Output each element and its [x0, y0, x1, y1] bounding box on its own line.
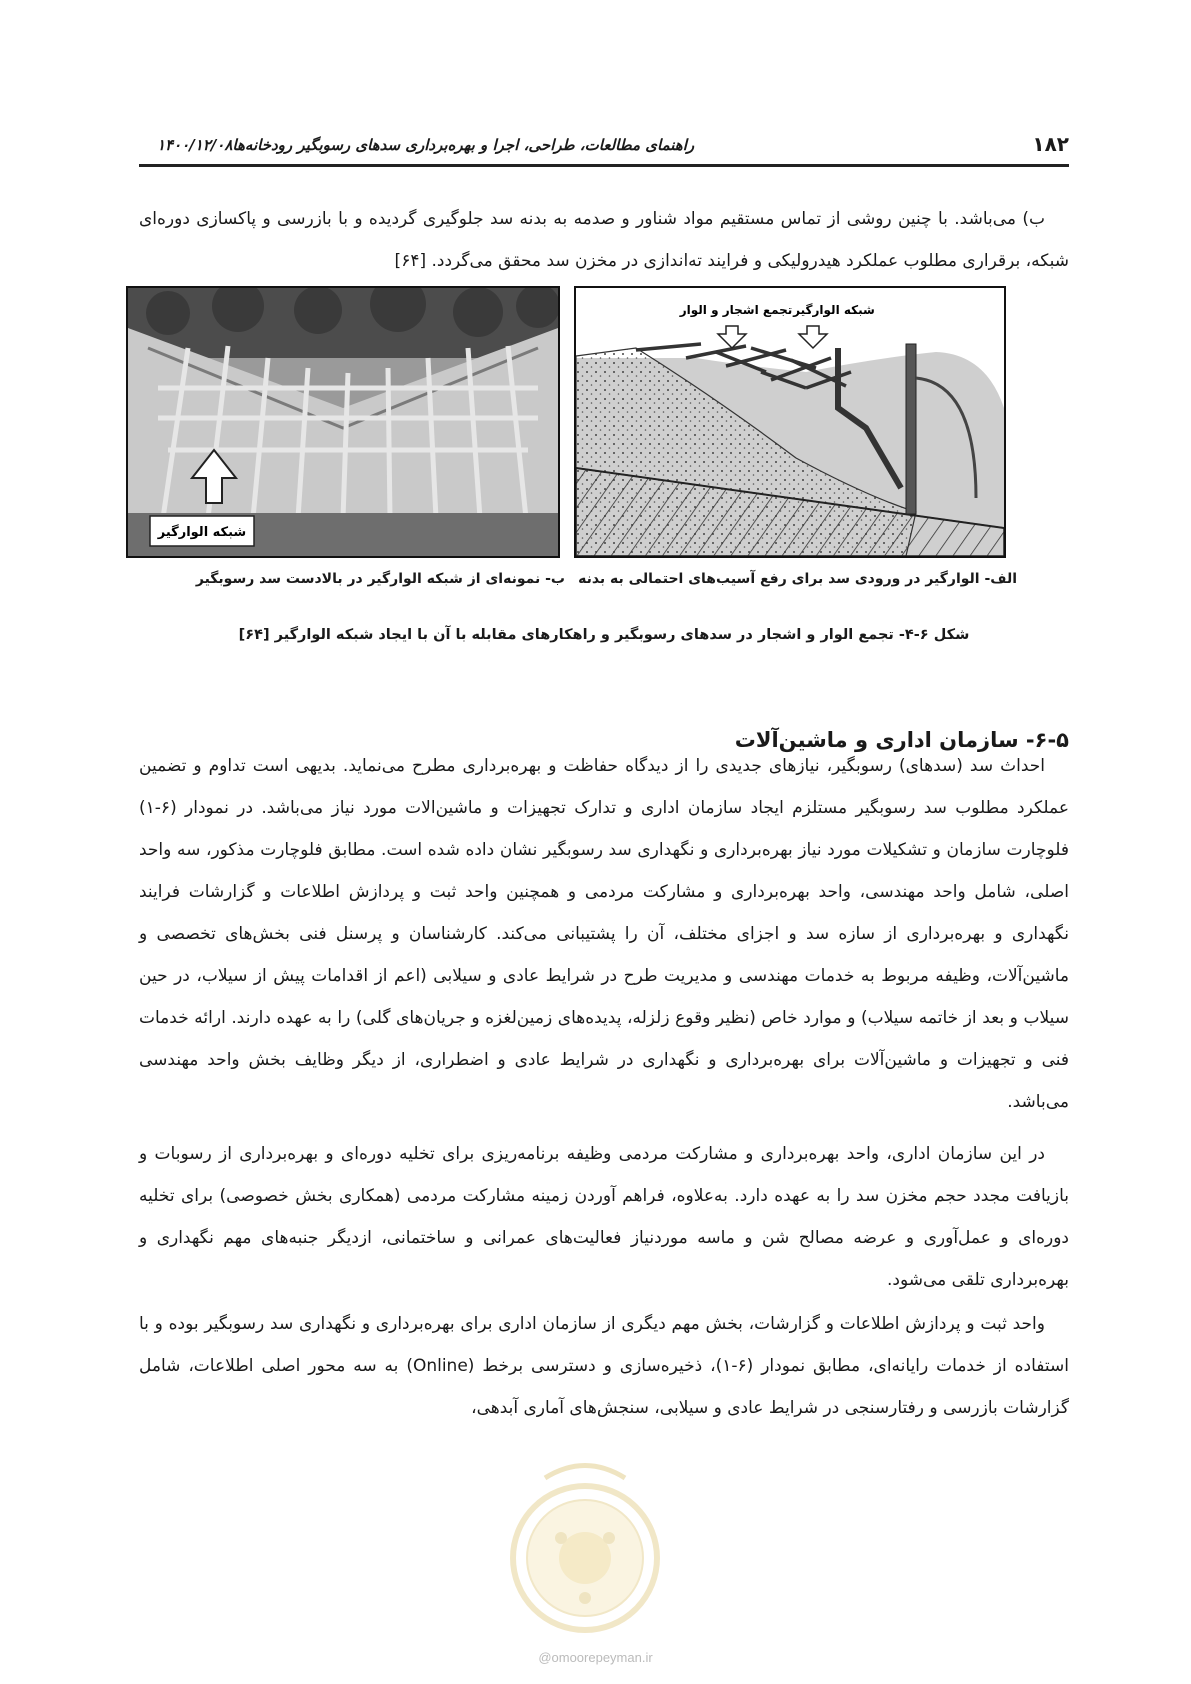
debris-barrier-photo: [126, 286, 560, 558]
paragraph-3: واحد ثبت و پردازش اطلاعات و گزارشات، بخش مهم دیگری از سازمان اداری برای بهره‌برداری و نگهداری سد رسوبگیر بوده و با استفاده از خدمات رایانه‌ای، مطابق نمودار (۶-۱)، ذخیره‌سازی و دسترسی برخط (Online) به سه محور اصلی اطلاعات، شامل گزارشات بازرسی و رفتارسنجی در شرایط عادی و سیلابی، سنجش‌های آماری آبدهی،: [139, 1314, 1069, 1418]
diagram-svg: [576, 288, 1004, 556]
running-header: [139, 128, 1069, 167]
dam-wall: [906, 344, 916, 514]
photo-label: شبکه الوارگیر: [157, 525, 247, 540]
intro-paragraph: ب) می‌باشد. با چنین روشی از تماس مستقیم مواد شناور و صدمه به بدنه سد جلوگیری گردیده و با بازرسی و پاکسازی دوره‌ای شبکه، برقراری مطلوب عملکرد هیدرولیکی و فرایند ته‌اندازی در مخزن سد محقق می‌گردد. [۶۴]: [139, 209, 1069, 271]
seal-watermark: [505, 1448, 665, 1648]
paragraph-1: احداث سد (سدهای) رسوبگیر، نیازهای جدیدی را از دیدگاه حفاظت و بهره‌برداری مطرح می‌نماید. بدیهی است تداوم و تضمین عملکرد مطلوب سد رسوبگیر مستلزم ایجاد سازمان اداری و تدارک تجهیزات و ماشین‌الات مورد نیاز می‌باشد. در نمودار (۶-۱) فلوچارت سازمان و تشکیلات مورد نیاز بهره‌برداری و نگهداری سد رسوبگیر نشان داده شده است. مطابق فلوچارت مذکور، سه واحد اصلی، شامل واحد مهندسی، واحد بهره‌برداری و مشارکت مردمی و همچنین واحد ثبت و پردازش اطلاعات و گزارشات فرایند نگهداری و بهره‌برداری از سازه سد و اجزای مختلف، آن را پشتیبانی می‌کند. کارشناسان و پرسنل فنی بخش‌های تخصصی و ماشین‌آلات، وظیفه مربوط به خدمات مهندسی و مدیریت طرح در شرایط عادی و سیلابی (اعم از اقدامات پیش از سیلاب، در حین سیلاب و بعد از خاتمه سیلاب) و موارد خاص (نظیر وقوع زلزله، پدیده‌های زمین‌لغزه و جریان‌های گلی) را به عهده دارند. ارائه خدمات فنی و تجهیزات و ماشین‌آلات برای بهره‌برداری و نگهداری در شرایط عادی و اضطراری، از دیگر وظایف بخش واحد مهندسی می‌باشد.: [139, 756, 1069, 1112]
caption-right-figure: ب- نمونه‌ای از شبکه الوارگیر در بالادست سد رسوبگیر: [195, 571, 565, 587]
section-heading: ۶-۵- سازمان اداری و ماشین‌آلات: [734, 728, 1069, 752]
paragraph-2: در این سازمان اداری، واحد بهره‌برداری و مشارکت مردمی وظیفه برنامه‌ریزی برای تخلیه دوره‌ای و بهره‌برداری از رسوبات و بازیافت مجدد حجم مخزن سد را به عهده دارد. به‌علاوه، فراهم آوردن زمینه مشارکت مردمی (همکاری بخش خصوصی) برای تخلیه دوره‌ای و عمل‌آوری و عرضه مصالح شن و ماسه موردنیاز فعالیت‌های عمرانی و ساختمانی، ازدیگر جنبه‌های مهم نگهداری و بهره‌برداری تلقی می‌شود.: [139, 1144, 1069, 1290]
photo-svg: [128, 288, 558, 556]
header-title-text: راهنمای مطالعات، طراحی، اجرا و بهره‌برداری سدهای رسوبگیر رودخانه‌ها: [232, 136, 695, 154]
caption-left-figure: الف- الوارگیر در ورودی سد برای رفع آسیب‌های احتمالی به بدنه: [578, 571, 1017, 587]
figure-title: شکل ۶-۴- تجمع الوار و اشجار در سدهای رسوبگیر و راهکارهای مقابله با آن با ایجاد شبکه الوارگیر [۶۴]: [238, 627, 970, 643]
header-date: ۱۴۰۰/۱۲/۰۸: [157, 136, 233, 154]
running-title: [139, 136, 694, 154]
footer-url: @omoorepeyman.ir: [538, 1650, 653, 1665]
debris-barrier-diagram: [574, 286, 1006, 558]
label-debris: تجمع اشجار و الوار: [679, 303, 793, 317]
label-grid: شبکه الوارگیر: [793, 303, 875, 317]
page-number: ۱۸۲: [1032, 132, 1069, 156]
